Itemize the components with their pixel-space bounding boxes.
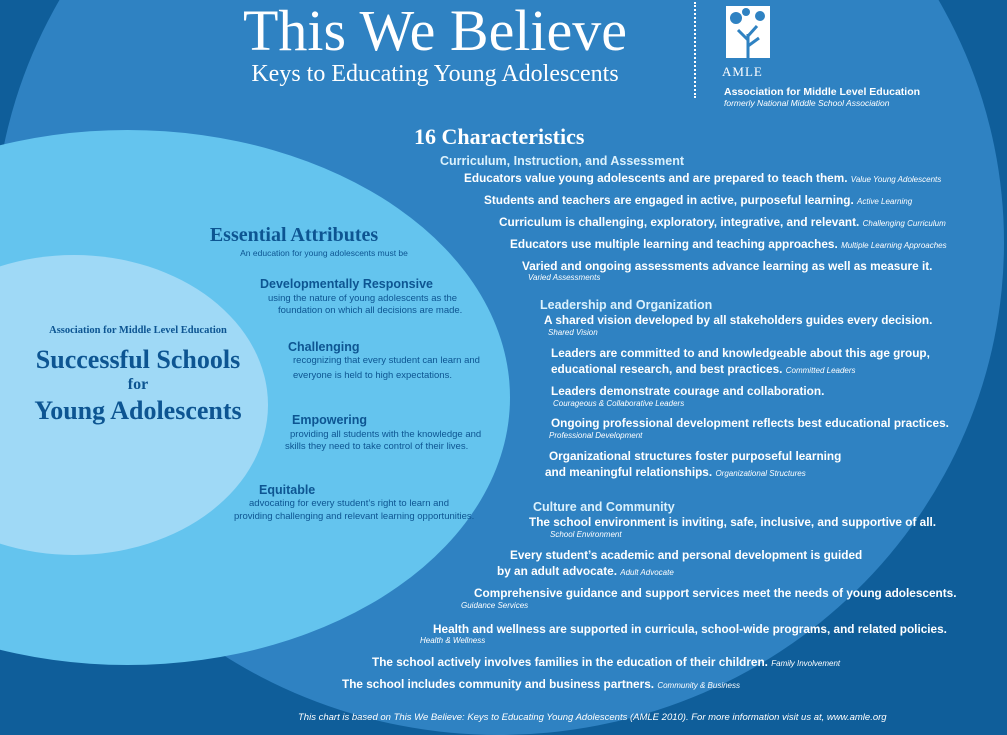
attribute-title: Equitable [259,483,316,497]
characteristic-tag: Health & Wellness [420,636,486,645]
characteristic-item: Comprehensive guidance and support services meet the needs of young adolescents. [474,586,957,600]
attribute-description: providing challenging and relevant learning opportunities. [234,511,475,522]
characteristic-tag: Varied Assessments [528,273,601,282]
organization-name: Association for Middle Level Education [724,86,921,98]
characteristic-item: Leaders are committed to and knowledgeable about this age group, [551,346,930,360]
characteristic-item: and meaningful relationships. Organizational Structures [545,465,806,479]
characteristic-tag: Courageous & Collaborative Leaders [553,399,685,408]
characteristic-tag: Professional Development [549,431,643,440]
section-title-curriculum: Curriculum, Instruction, and Assessment [440,154,685,168]
attribute-description: using the nature of young adolescents as the [268,293,458,304]
characteristic-item: by an adult advocate. Adult Advocate [497,564,674,578]
section-title-leadership: Leadership and Organization [540,298,713,312]
characteristic-item: Educators use multiple learning and teaching approaches. Multiple Learning Approaches [510,237,947,251]
characteristic-item: educational research, and best practices. Committed Leaders [551,362,856,376]
characteristic-item: The school includes community and business partners. Community & Business [342,677,741,691]
characteristic-item: Curriculum is challenging, exploratory, integrative, and relevant. Challenging Curriculum [499,215,946,229]
characteristic-item: Ongoing professional development reflects best educational practices. [551,416,949,430]
essential-attributes-heading: Essential Attributes [209,224,379,246]
center-title-line2: for [127,376,149,393]
characteristic-item: The school environment is inviting, safe, inclusive, and supportive of all. [529,515,937,529]
formerly-note: formerly National Middle School Association [724,98,890,108]
tree-logo-icon [724,4,772,64]
attribute-title: Challenging [288,340,360,354]
main-title: This We Believe [242,0,628,63]
center-organization: Association for Middle Level Education [49,325,227,336]
characteristic-tag: Guidance Services [461,601,529,610]
characteristic-item: Educators value young adolescents and are prepared to teach them. Value Young Adolescents [464,171,942,185]
attribute-description: providing all students with the knowledge and [290,429,482,440]
characteristic-item: Students and teachers are engaged in active, purposeful learning. Active Learning [484,193,913,207]
attribute-title: Developmentally Responsive [260,277,433,291]
section-title-culture: Culture and Community [533,500,675,514]
characteristic-item: Health and wellness are supported in curricula, school-wide programs, and related policies. [433,622,947,636]
characteristic-item: Varied and ongoing assessments advance learning as well as measure it. [522,259,933,273]
amle-logo-text: AMLE [722,64,763,79]
characteristics-heading: 16 Characteristics [414,124,585,149]
characteristic-item: Leaders demonstrate courage and collaboration. [551,384,825,398]
footer-note: This chart is based on This We Believe: Keys to Educating Young Adolescents (AMLE 2010). For more information visit us at, www.amle.org [298,712,887,723]
header-divider [694,2,698,98]
attribute-description: recognizing that every student can learn and [293,355,480,366]
attribute-description: advocating for every student’s right to learn and [249,498,449,509]
essential-attributes-subheading: An education for young adolescents must be [240,248,408,258]
characteristic-item: Every student’s academic and personal development is guided [510,548,863,562]
characteristic-tag: School Environment [550,530,622,539]
attribute-title: Empowering [292,413,368,427]
attribute-description: everyone is held to high expectations. [293,370,452,381]
center-title-line1: Successful Schools [35,345,241,374]
characteristic-item: A shared vision developed by all stakeholders guides every decision. [544,313,933,327]
characteristic-item: Organizational structures foster purposeful learning [549,449,842,463]
attribute-description: foundation on which all decisions are made. [278,305,463,316]
characteristic-tag: Shared Vision [548,328,598,337]
center-title-line3: Young Adolescents [34,396,242,425]
main-subtitle: Keys to Educating Young Adolescents [251,61,619,87]
characteristic-item: The school actively involves families in the education of their children. Family Involvement [372,655,841,669]
attribute-description: skills they need to take control of their lives. [285,441,469,452]
